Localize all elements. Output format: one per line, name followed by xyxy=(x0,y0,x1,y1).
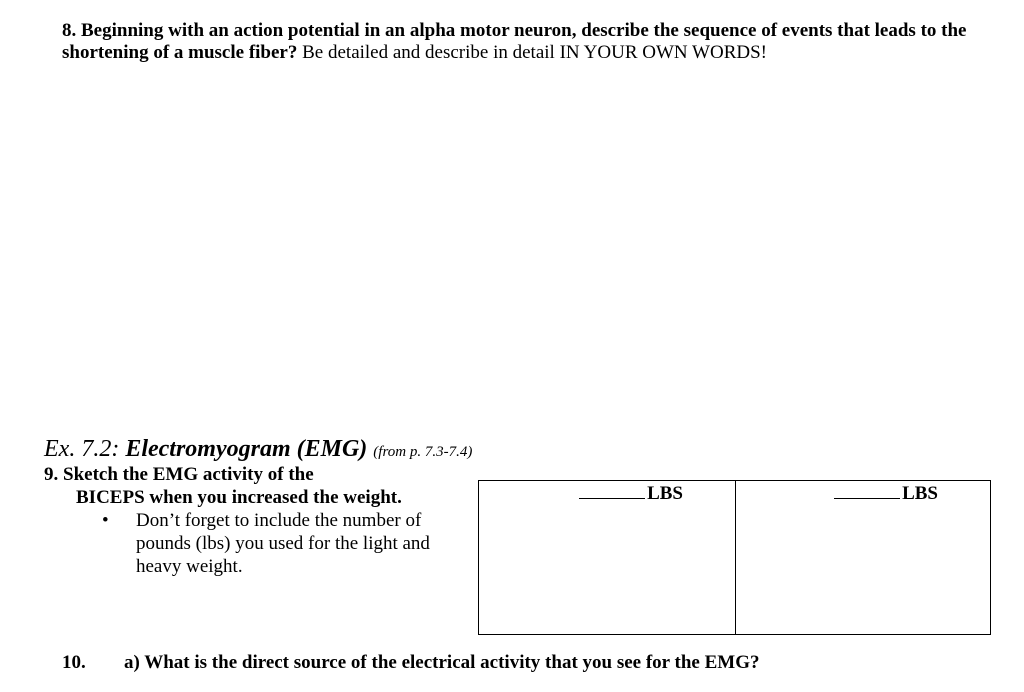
question-9 xyxy=(44,463,464,578)
exercise-heading xyxy=(44,436,472,463)
question-8 xyxy=(62,20,1002,64)
exercise-reference: (from p. 7.3-7.4) xyxy=(373,444,473,460)
weight-label-light xyxy=(579,483,683,505)
exercise-label: Ex. 7.2: xyxy=(44,436,120,462)
emg-sketch-box-heavy[interactable] xyxy=(735,480,991,635)
emg-sketch-box-light[interactable] xyxy=(478,480,736,635)
question-10-text: a) What is the direct source of the electrical activity that you see for the EMG? xyxy=(124,652,760,673)
question-8-instruction: Be detailed and describe in detail IN YOUR OWN WORDS! xyxy=(302,42,767,63)
weight-blank-light[interactable] xyxy=(579,484,645,499)
question-9-bullet-text: Don’t forget to include the number of pounds (lbs) you used for the light and heavy weight. xyxy=(136,510,430,577)
bullet-icon: • xyxy=(102,510,109,531)
question-10 xyxy=(62,652,759,674)
question-9-bullet xyxy=(44,509,464,578)
question-9-line-1: 9. Sketch the EMG activity of the xyxy=(44,464,314,485)
weight-blank-heavy[interactable] xyxy=(834,484,900,499)
question-8-prompt: 8. Beginning with an action potential in an alpha motor neuron, describe the sequence of events that leads to the shortening of a muscle fiber? xyxy=(62,20,967,63)
question-10-number: 10. xyxy=(62,652,86,673)
exercise-title: Electromyogram (EMG) xyxy=(125,436,368,462)
weight-unit-heavy: LBS xyxy=(902,483,938,504)
weight-label-heavy xyxy=(834,483,938,505)
weight-unit-light: LBS xyxy=(647,483,683,504)
question-9-line-2: BICEPS when you increased the weight. xyxy=(76,487,402,508)
